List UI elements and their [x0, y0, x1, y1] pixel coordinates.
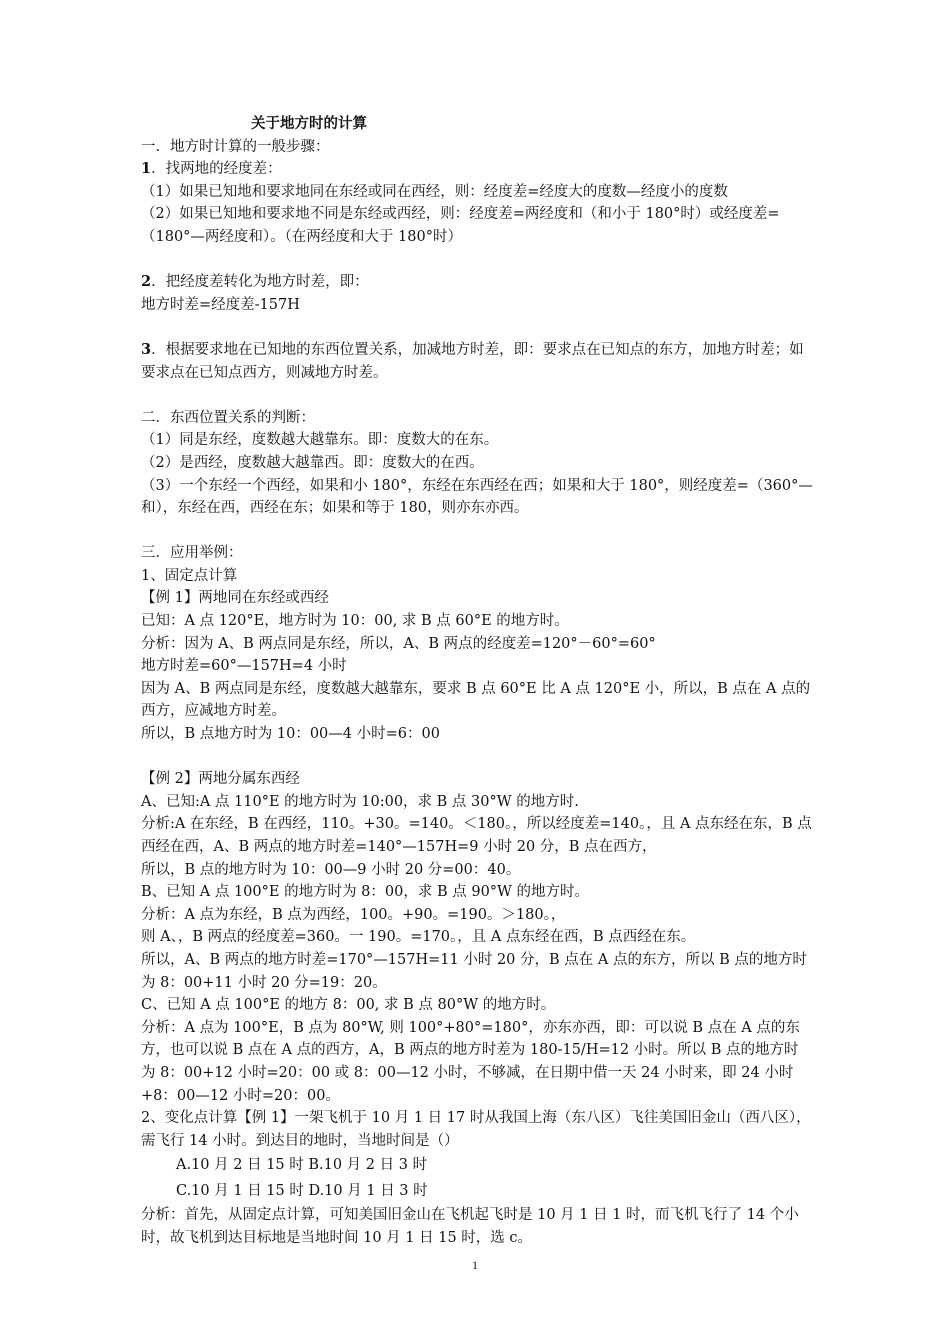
spacer [141, 316, 813, 339]
question-analysis: 分析：首先，从固定点计算，可知美国旧金山在飞机起飞时是 10 月 1 日 1 时，而飞机飞行了 14 个小时，故飞机到达目标地是当地时间 10 月 1 日 15 时，选 c。 [141, 1207, 799, 1246]
spacer [141, 249, 813, 272]
example1-line1: 已知：A 点 120°E，地方时为 10：00, 求 B 点 60°E 的地方时。 [141, 613, 569, 630]
step2-text: ．把经度差转化为地方时差，即： [151, 274, 369, 291]
section1-heading: 一．地方时计算的一般步骤： [141, 138, 330, 155]
example1-title: 【例 1】两地同在东经或西经 [141, 590, 329, 607]
section2-line1: （1）同是东经，度数越大越靠东。即：度数大的在东。 [141, 432, 499, 449]
example2-b-line4: 所以，A、B 两点的地方时差=170°—157H=11 小时 20 分，B 点在 A 点的东方，所以 B 点的地方时为 8：00+11 小时 20 分=19：20。 [141, 951, 807, 991]
example2-c-line1: C、已知 A 点 100°E 的地方 8：00, 求 B 点 80°W 的地方时。 [141, 997, 556, 1014]
question-options-ab: A.10 月 2 日 15 时 B.10 月 2 日 3 时 [176, 1157, 428, 1174]
example2-title: 【例 2】两地分属东西经 [141, 771, 300, 788]
subsection1-heading: 1、固定点计算 [141, 567, 238, 584]
section3-heading: 三．应用举例： [141, 545, 243, 562]
document-title: 关于地方时的计算 [251, 116, 367, 132]
spacer [141, 520, 813, 543]
step1-text: ．找两地的经度差： [151, 161, 282, 178]
step3-paragraph [141, 339, 813, 384]
spacer [141, 746, 813, 769]
example2-a-line3: 所以，B 点的地方时为 10：00—9 小时 20 分=00：40。 [141, 861, 521, 878]
example2-a-line1: A、已知:A 点 110°E 的地方时为 10:00，求 B 点 30°W 的地方时. [141, 793, 579, 810]
step1-number: 1 [141, 160, 152, 178]
page-number: 1 [472, 1258, 478, 1272]
step3-number: 3 [141, 340, 152, 358]
subsection2-question: 2、变化点计算【例 1】一架飞机于 10 月 1 日 17 时从我国上海（东八区）飞往美国旧金山（西八区），需飞行 14 小时。到达目的地时，当地时间是（） [141, 1110, 811, 1149]
section2-heading: 二．东西位置关系的判断： [141, 409, 315, 426]
example1-line3: 地方时差=60°—157H=4 小时 [141, 658, 347, 675]
example2-b-line2: 分析：A 点为东经，B 点为西经，100。+90。=190。＞180。， [141, 906, 566, 923]
document-page [141, 113, 813, 1250]
example1-line4: 因为 A、B 两点同是东经，度数越大越靠东，要求 B 点 60°E 比 A 点 120°E 小，所以，B 点在 A 点的西方，应减地方时差。 [141, 680, 811, 720]
step2-heading [141, 271, 813, 294]
step3-text: ．根据要求地在已知地的东西位置关系，加减地方时差，即：要求点在已知点的东方，加地方时差；如要求点在已知点西方，则减地方时差。 [141, 341, 804, 381]
example2-b-line3: 则 A、，B 两点的经度差=360。一 190。=170。，且 A 点东经在西，B 点西经在东。 [141, 929, 696, 946]
example1-line2: 分析：因为 A、B 两点同是东经，所以，A、B 两点的经度差=120°－60°=60° [141, 635, 656, 652]
section2-line2: （2）是西经，度数越大越靠西。即：度数大的在西。 [141, 454, 484, 471]
question-options-cd: C.10 月 1 日 15 时 D.10 月 1 日 3 时 [176, 1183, 428, 1200]
example2-b-line1: B、已知 A 点 100°E 的地方时为 8：00，求 B 点 90°W 的地方时。 [141, 884, 590, 901]
spacer [141, 384, 813, 407]
step1-heading [141, 158, 813, 181]
example2-a-line2: 分析:A 在东经，B 在西经，110。+30。=140。＜180。，所以经度差=140。，且 A 点东经在东，B 点西经在西，A、B 两点的地方时差=140°—157H=9 小时 20 分，B 点在西方， [141, 816, 812, 855]
section2-line3: （3）一个东经一个西经，如果和小 180°，东经在东西经在西；如果和大于 180°，则经度差=（360°—和），东经在西，西经在东；如果和等于 180，则亦东亦西。 [141, 477, 813, 517]
example1-line5: 所以，B 点地方时为 10：00—4 小时=6：00 [141, 726, 440, 743]
step1-case-b: （2）如果已知地和要求地不同是东经或西经，则：经度差=两经度和（和小于 180°时）或经度差=（180°—两经度和）。（在两经度和大于 180°时） [141, 206, 780, 245]
step2-number: 2 [141, 273, 152, 291]
step1-case-a: （1）如果已知地和要求地同在东经或同在西经，则：经度差=经度大的度数—经度小的度数 [141, 183, 728, 200]
example2-c-line2: 分析：A 点为 100°E，B 点为 80°W, 则 100°+80°=180°，亦东亦西，即：可以说 B 点在 A 点的东方，也可以说 B 点在 A 点的西方，A，B 两点的地方时差为 180-15/H=12 小时。所以 B 点的地方时为 8：00+12 小时=20：00 或 8：00—12 小时，不够减，在日期中借一天 24 小时来，即 24 小时+8：00—12 小时=20：00。 [141, 1019, 800, 1104]
step2-formula: 地方时差=经度差-157H [141, 296, 300, 313]
